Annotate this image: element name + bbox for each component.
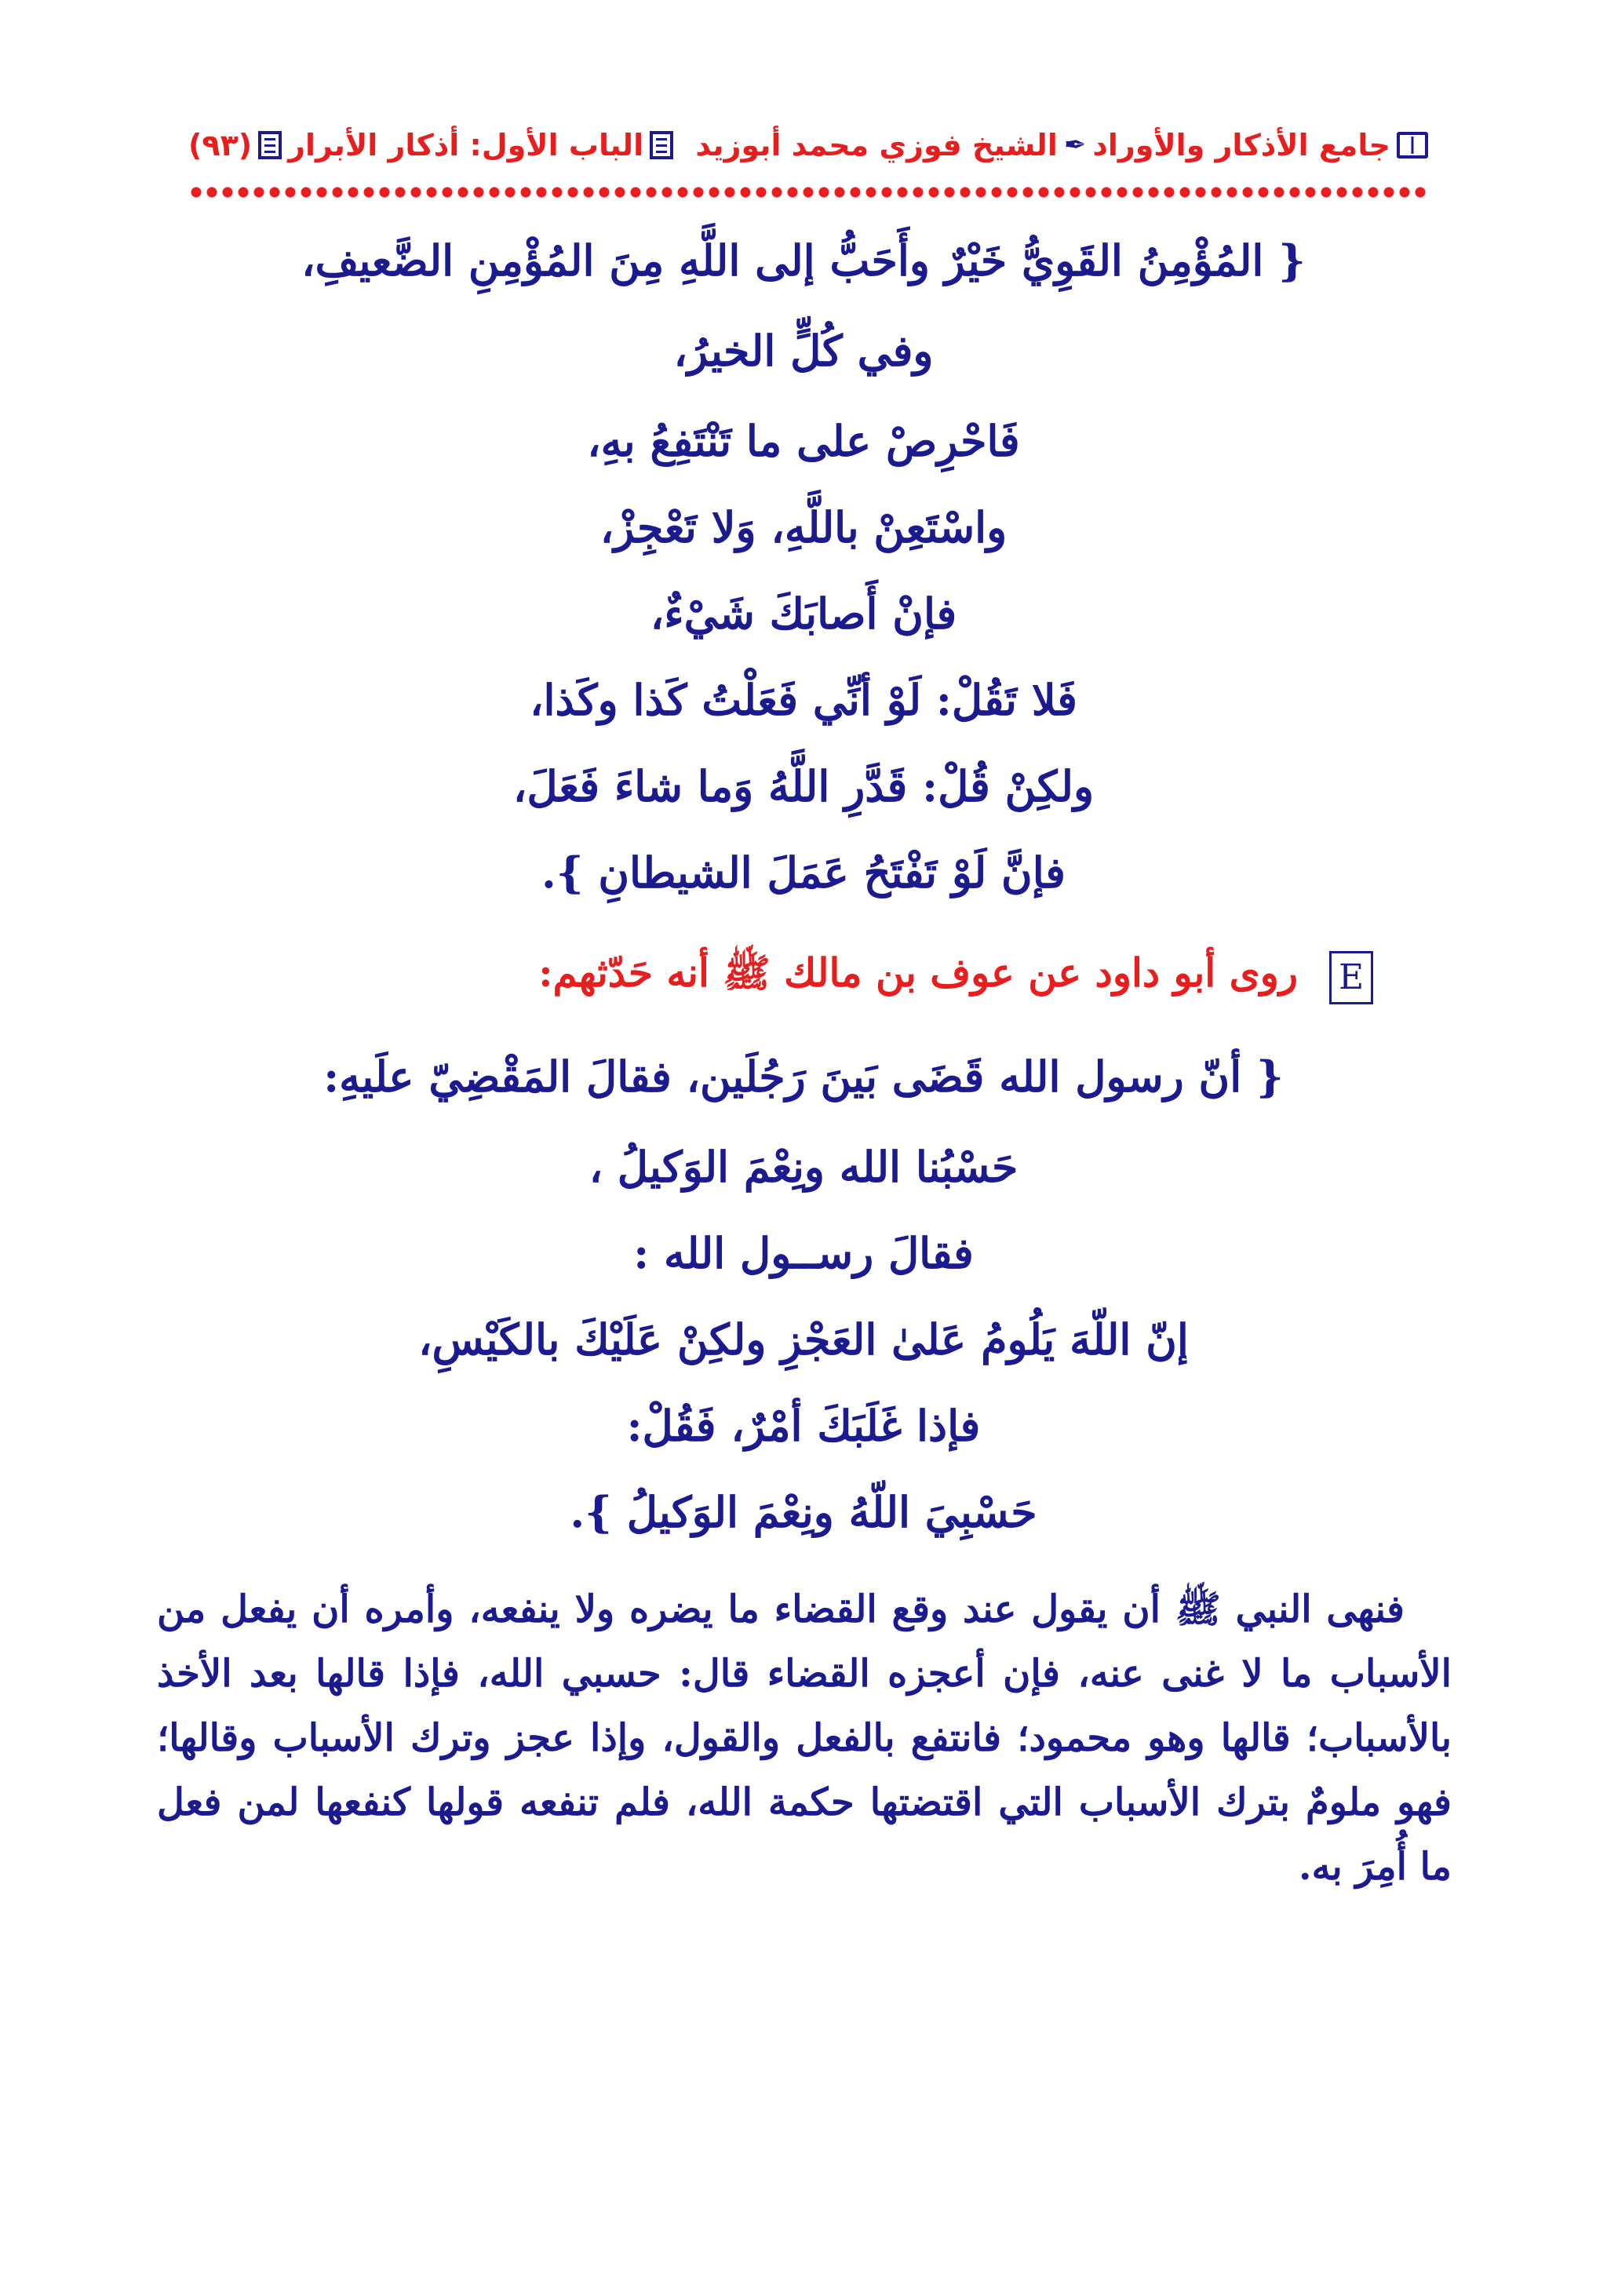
hadith1-line: وفي كُلٍّ الخيرُ، [673,326,934,376]
narration-text: روى أبو داود عن عوف بن مالك ﷺ أنه حَدّثهم: [538,949,1298,996]
book-icon [1397,132,1428,159]
hadith2-line: حَسْبِيَ اللّهُ ونِعْمَ الوَكيلُ }. [570,1487,1037,1537]
explanation-paragraph: فنهى النبي ﷺ أن يقول عند وقع القضاء ما يضره ولا ينفعه، وأمره أن يفعل من الأسباب ما لا غنى عنه، فإن أعجزه القضاء قال: حسبي الله، فإذا قالها بعد الأخذ بالأسباب؛ قالها وهو محمود؛ فانتفع بالفعل والقول، وإذا عجز وترك الأسباب وقالها؛ فهو ملومٌ بترك الأسباب التي اقتضتها حكمة الله، فلم تنفعه قولها كنفعها لمن فعل ما أُمِرَ به. [157,1587,1452,1889]
hadith1-line: فإنْ أَصابَكَ شَيْءٌ، [650,589,957,639]
header-book-title [695,128,1428,162]
quill-icon: ✒ [1063,129,1087,161]
hadith2-line: حَسْبُنا الله ونِعْمَ الوَكيلُ ، [589,1142,1018,1192]
hadith2-line: { أنّ رسول الله قَضَى بَينَ رَجُلَين، فقالَ المَقْضِيّ علَيهِ: [323,1051,1284,1102]
hadith2-line: إنّ اللّهَ يَلُومُ عَلىٰ العَجْزِ ولكِنْ عَلَيْكَ بالكَيْسِ، [418,1314,1189,1365]
hadith1-line: فإنَّ لَوْ تَفْتَحُ عَمَلَ الشيطانِ }. [541,847,1066,898]
hadith1-line: واسْتَعِنْ باللَّهِ، وَلا تَعْجِزْ، [599,502,1008,552]
narration-heading [432,949,1373,1006]
hadith2-line: فقالَ رســول الله : [633,1228,974,1278]
chapter-title: الباب الأول: أذكار الأبرار [288,128,644,162]
author-name: الشيخ فوزي محمد أبوزيد [695,128,1058,162]
hadith2-line: فإذا غَلَبَكَ أمْرٌ، فَقُلْ: [626,1401,981,1451]
document-icon [650,131,673,159]
hadith1-line: ولكِنْ قُلْ: قَدَّرِ اللَّهُ وَما شاءَ فَعَلَ، [512,761,1095,811]
ornamental-divider [188,182,1428,202]
header-chapter [188,128,673,162]
page-icon [258,131,282,159]
section-marker-icon: E [1329,951,1373,1004]
book-title: جامع الأذكار والأوراد [1092,128,1390,162]
hadith1-line: فَاحْرِصْ على ما تَنْتَفِعُ بهِ، [587,416,1020,466]
hadith1-line: { المُؤْمِنُ القَوِيُّ خَيْرٌ وأَحَبُّ إلى اللَّهِ مِنَ المُؤْمِنِ الضَّعيفِ، [301,235,1306,286]
hadith1-line: فَلا تَقُلْ: لَوْ أنِّي فَعَلْتُ كَذا وكَذا، [530,675,1077,725]
page-header [188,118,1428,173]
page-number: (٩٣) [188,128,253,162]
